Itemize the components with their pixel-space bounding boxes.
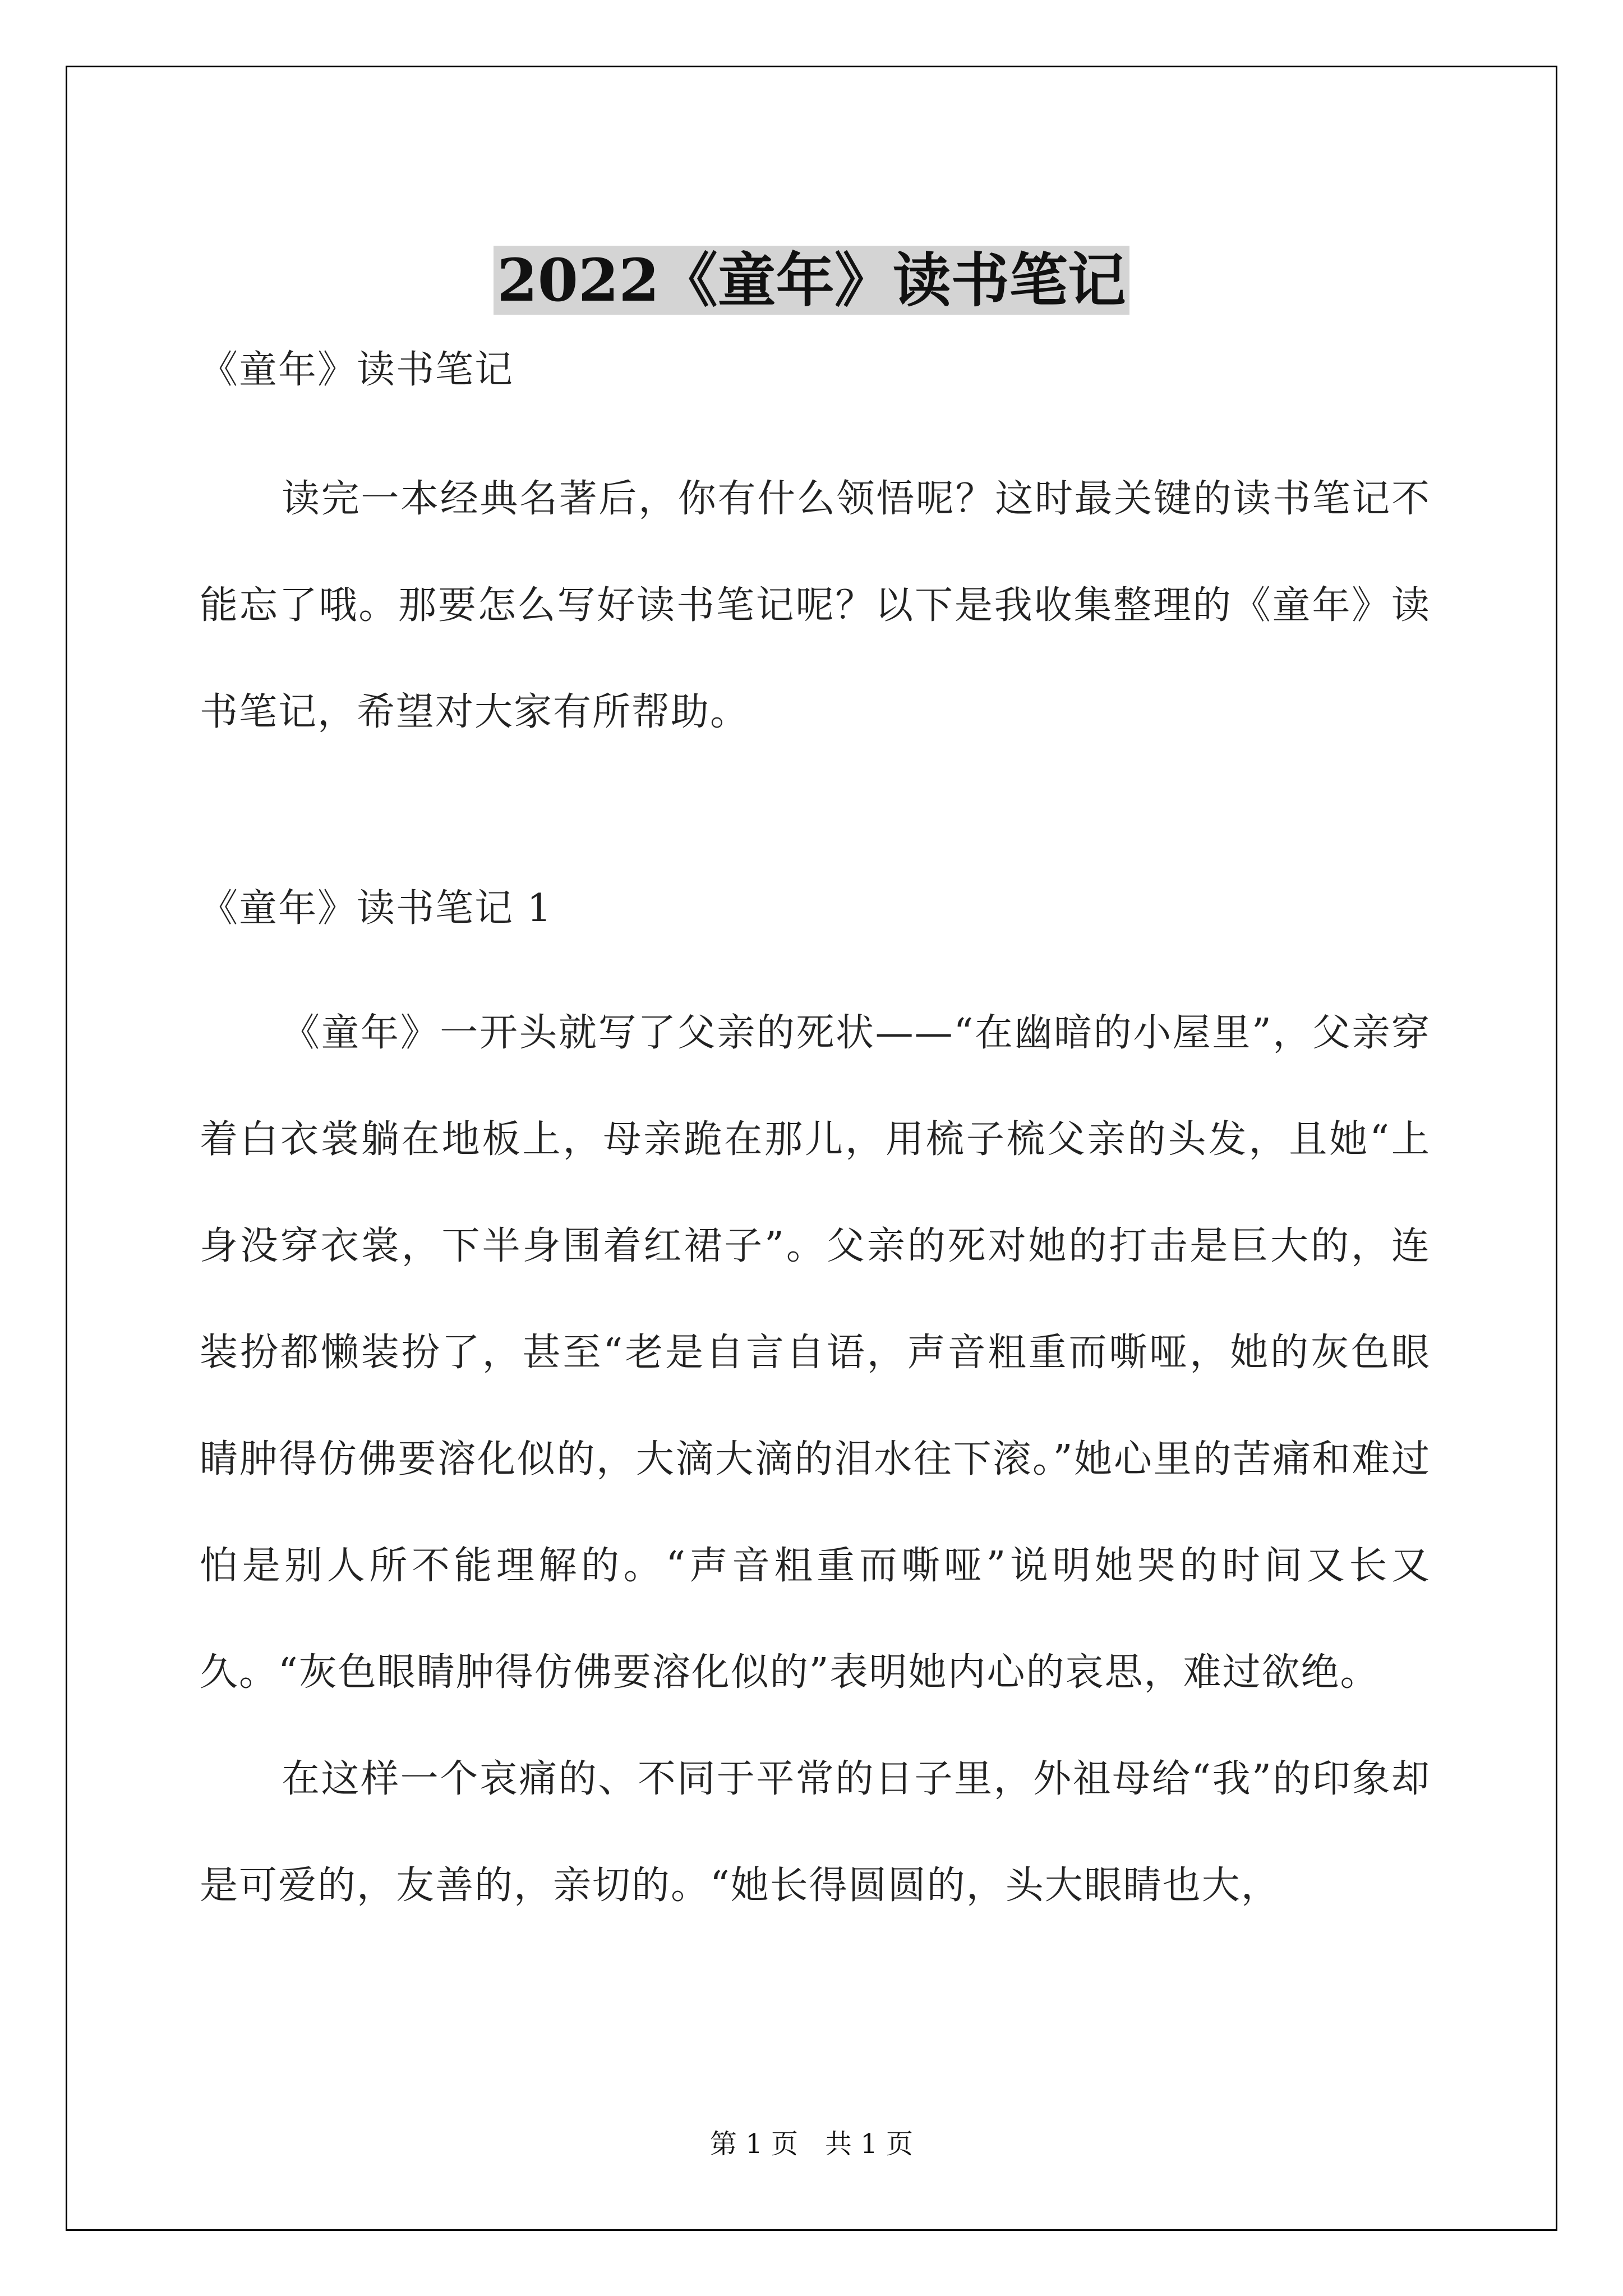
intro-body	[200, 446, 1431, 766]
section-1-heading: 《童年》读书笔记 1	[200, 886, 552, 931]
section-1-paragraph-1: 《童年》一开头就写了父亲的死状——“在幽暗的小屋里”，父亲穿着白衣裳躺在地板上，母亲跪在那儿，用梳子梳父亲的头发，且她“上身没穿衣裳，下半身围着红裙子”。父亲的死对她的打击是巨大的，连装扮都懒装扮了，甚至“老是自言自语，声音粗重而嘶哑，她的灰色眼睛肿得仿佛要溶化似的，大滴大滴的泪水往下滚。”她心里的苦痛和难过怕是别人所不能理解的。“声音粗重而嘶哑”说明她哭的时间又长又久。“灰色眼睛肿得仿佛要溶化似的”表明她内心的哀思，难过欲绝。	[200, 1011, 1431, 1695]
section-1	[200, 881, 1431, 937]
page-total: 共 1 页	[825, 2128, 914, 2160]
page-footer	[0, 2127, 1623, 2161]
intro-paragraph: 读完一本经典名著后，你有什么领悟呢？这时最关键的读书笔记不能忘了哦。那要怎么写好读书笔记呢？以下是我收集整理的《童年》读书笔记，希望对大家有所帮助。	[200, 477, 1431, 734]
section-1-paragraph-2: 在这样一个哀痛的、不同于平常的日子里，外祖母给“我”的印象却是可爱的，友善的，亲切的。“她长得圆圆的，头大眼睛也大，	[200, 1757, 1431, 1908]
document-title	[0, 241, 1623, 320]
intro-heading: 《童年》读书笔记	[200, 348, 514, 392]
page-number: 第 1 页	[709, 2128, 798, 2160]
intro-section	[200, 342, 1431, 398]
document-title-text: 2022《童年》读书笔记	[494, 246, 1129, 315]
section-1-body	[200, 980, 1431, 1939]
